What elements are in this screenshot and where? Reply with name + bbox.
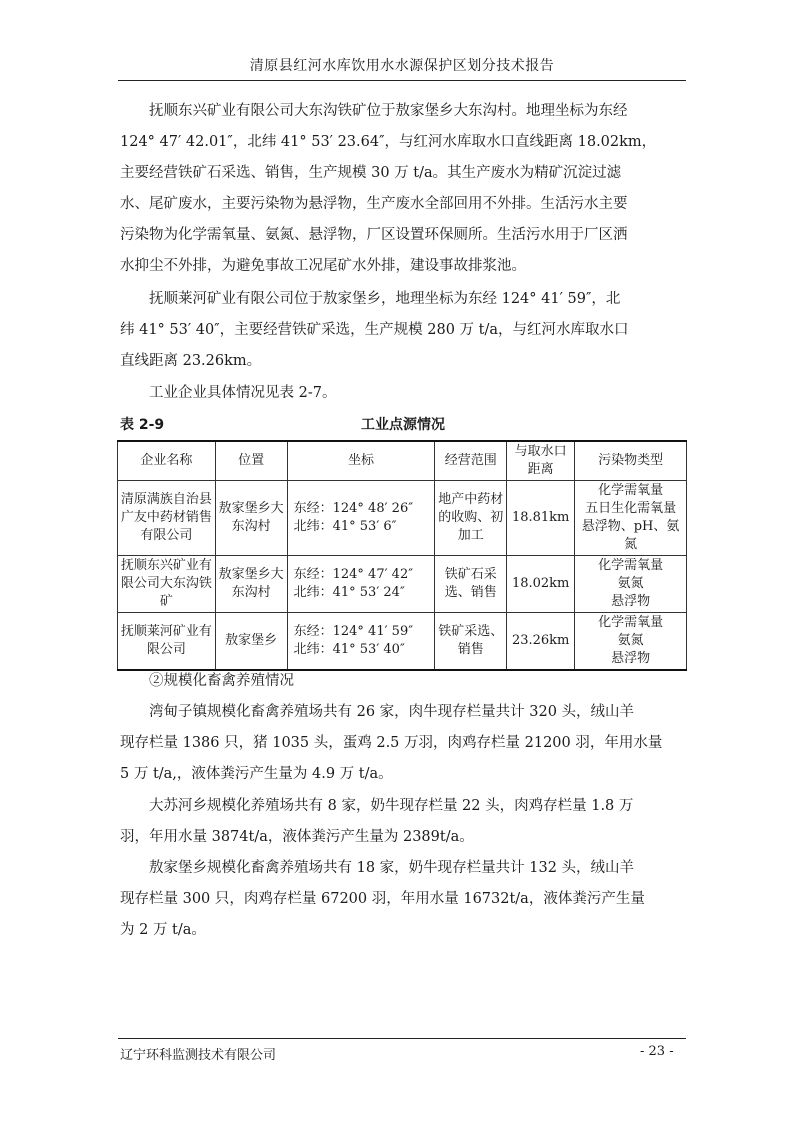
text-line: 大苏河乡规模化养殖场共有 8 家，奶牛现存栏量 22 头，肉鸡存栏量 1.8 万 bbox=[149, 798, 634, 814]
page-number: - 23 - bbox=[640, 1044, 674, 1059]
pollutant-item: 五日生化需氧量 bbox=[585, 501, 677, 516]
coordinate-cell bbox=[287, 481, 435, 556]
company-name-cell: 抚顺莱河矿业有限公司 bbox=[118, 613, 216, 671]
column-header: 与取水口距离 bbox=[507, 441, 575, 481]
north-coordinate: 北纬：41° 53′ 24″ bbox=[293, 585, 405, 600]
text-line: 敖家堡乡规模化畜禽养殖场共有 18 家，奶牛现存栏量共计 132 头，绒山羊 bbox=[149, 860, 635, 876]
text-line: 主要经营铁矿石采选、销售，生产规模 30 万 t/a。其生产废水为精矿沉淀过滤 bbox=[120, 165, 622, 181]
pollutant-item: 悬浮物、pH、氨氮 bbox=[581, 519, 680, 552]
east-coordinate: 东经：124° 47′ 42″ bbox=[293, 567, 414, 582]
north-coordinate: 北纬：41° 53′ 40″ bbox=[293, 642, 405, 657]
location-cell: 敖家堡乡大东沟村 bbox=[215, 481, 287, 556]
text-line: 湾甸子镇规模化畜禽养殖场共有 26 家，肉牛现存栏量共计 320 头，绒山羊 bbox=[149, 704, 635, 720]
text-line: ②规模化畜禽养殖情况 bbox=[149, 673, 294, 689]
paragraph-aojiabao bbox=[120, 853, 680, 946]
text-line: 纬 41° 53′ 40″，主要经营铁矿采选，生产规模 280 万 t/a，与红河水库取水口 bbox=[120, 322, 629, 338]
business-scope-cell: 地产中药材的收购、初加工 bbox=[435, 481, 507, 556]
text-line: 羽，年用水量 3874t/a，液体粪污产生量为 2389t/a。 bbox=[120, 829, 474, 845]
column-header: 经营范围 bbox=[435, 441, 507, 481]
paragraph-wandianzi bbox=[120, 697, 680, 790]
company-name-cell: 清原满族自治县广友中药材销售有限公司 bbox=[118, 481, 216, 556]
text-line: 5 万 t/a,，液体粪污产生量为 4.9 万 t/a。 bbox=[120, 766, 393, 782]
coordinate-cell bbox=[287, 556, 435, 613]
company-name-cell: 抚顺东兴矿业有限公司大东沟铁矿 bbox=[118, 556, 216, 613]
paragraph-dongxing bbox=[120, 96, 680, 282]
paragraph-laihe bbox=[120, 284, 680, 377]
pollutant-item: 悬浮物 bbox=[611, 651, 651, 666]
text-line: 抚顺东兴矿业有限公司大东沟铁矿位于敖家堡乡大东沟村。地理坐标为东经 bbox=[149, 103, 628, 119]
text-line: 现存栏量 1386 只，猪 1035 头，蛋鸡 2.5 万羽，肉鸡存栏量 21200 羽，年用水量 bbox=[120, 735, 663, 751]
paragraph-dasuhe bbox=[120, 791, 680, 853]
table-header-row bbox=[118, 441, 687, 481]
header-divider bbox=[118, 80, 686, 81]
pollutant-cell bbox=[575, 556, 687, 613]
north-coordinate: 北纬：41° 53′ 6″ bbox=[293, 519, 397, 534]
text-line: 为 2 万 t/a。 bbox=[120, 922, 206, 938]
column-header: 坐标 bbox=[287, 441, 435, 481]
business-scope-cell: 铁矿采选、销售 bbox=[435, 613, 507, 671]
page-header-title: 清原县红河水库饮用水水源保护区划分技术报告 bbox=[249, 58, 555, 74]
location-cell: 敖家堡乡大东沟村 bbox=[215, 556, 287, 613]
pollutant-item: 化学需氧量 bbox=[598, 483, 664, 498]
text-line: 124° 47′ 42.01″，北纬 41° 53′ 23.64″，与红河水库取水口直线距离 18.02km， bbox=[120, 134, 657, 150]
table-row bbox=[118, 613, 687, 671]
paragraph-table-ref bbox=[120, 378, 680, 409]
business-scope-cell: 铁矿石采选、销售 bbox=[435, 556, 507, 613]
text-line: 工业企业具体情况见表 2-7。 bbox=[149, 385, 337, 401]
table-title: 工业点源情况 bbox=[361, 417, 445, 433]
footer-divider bbox=[118, 1038, 686, 1039]
east-coordinate: 东经：124° 41′ 59″ bbox=[293, 624, 414, 639]
text-line: 水抑尘不外排，为避免事故工况尾矿水外排，建设事故排浆池。 bbox=[120, 258, 526, 274]
column-header: 位置 bbox=[215, 441, 287, 481]
coordinate-cell bbox=[287, 613, 435, 671]
table-row bbox=[118, 556, 687, 613]
text-line: 水、尾矿废水，主要污染物为悬浮物，生产废水全部回用不外排。生活污水主要 bbox=[120, 196, 628, 212]
section-heading-livestock bbox=[149, 666, 709, 697]
column-header: 企业名称 bbox=[118, 441, 216, 481]
location-cell: 敖家堡乡 bbox=[215, 613, 287, 671]
industrial-source-table bbox=[117, 440, 687, 671]
text-line: 污染物为化学需氧量、氨氮、悬浮物，厂区设置环保厕所。生活污水用于厂区洒 bbox=[120, 227, 628, 243]
table-number: 表 2-9 bbox=[120, 417, 165, 433]
distance-cell: 18.81km bbox=[507, 481, 575, 556]
column-header: 污染物类型 bbox=[575, 441, 687, 481]
text-line: 现存栏量 300 只，肉鸡存栏量 67200 羽，年用水量 16732t/a，液体粪污产生量 bbox=[120, 891, 645, 907]
pollutant-item: 化学需氧量 bbox=[598, 615, 664, 630]
pollutant-cell bbox=[575, 613, 687, 671]
pollutant-item: 氨氮 bbox=[617, 633, 644, 648]
distance-cell: 23.26km bbox=[507, 613, 575, 671]
table-row bbox=[118, 481, 687, 556]
pollutant-item: 氨氮 bbox=[617, 576, 644, 591]
east-coordinate: 东经：124° 48′ 26″ bbox=[293, 501, 414, 516]
text-line: 抚顺莱河矿业有限公司位于敖家堡乡，地理坐标为东经 124° 41′ 59″，北 bbox=[149, 291, 621, 307]
pollutant-item: 化学需氧量 bbox=[598, 558, 664, 573]
text-line: 直线距离 23.26km。 bbox=[120, 353, 262, 369]
pollutant-item: 悬浮物 bbox=[611, 594, 651, 609]
pollutant-cell bbox=[575, 481, 687, 556]
footer-company: 辽宁环科监测技术有限公司 bbox=[120, 1048, 277, 1063]
distance-cell: 18.02km bbox=[507, 556, 575, 613]
